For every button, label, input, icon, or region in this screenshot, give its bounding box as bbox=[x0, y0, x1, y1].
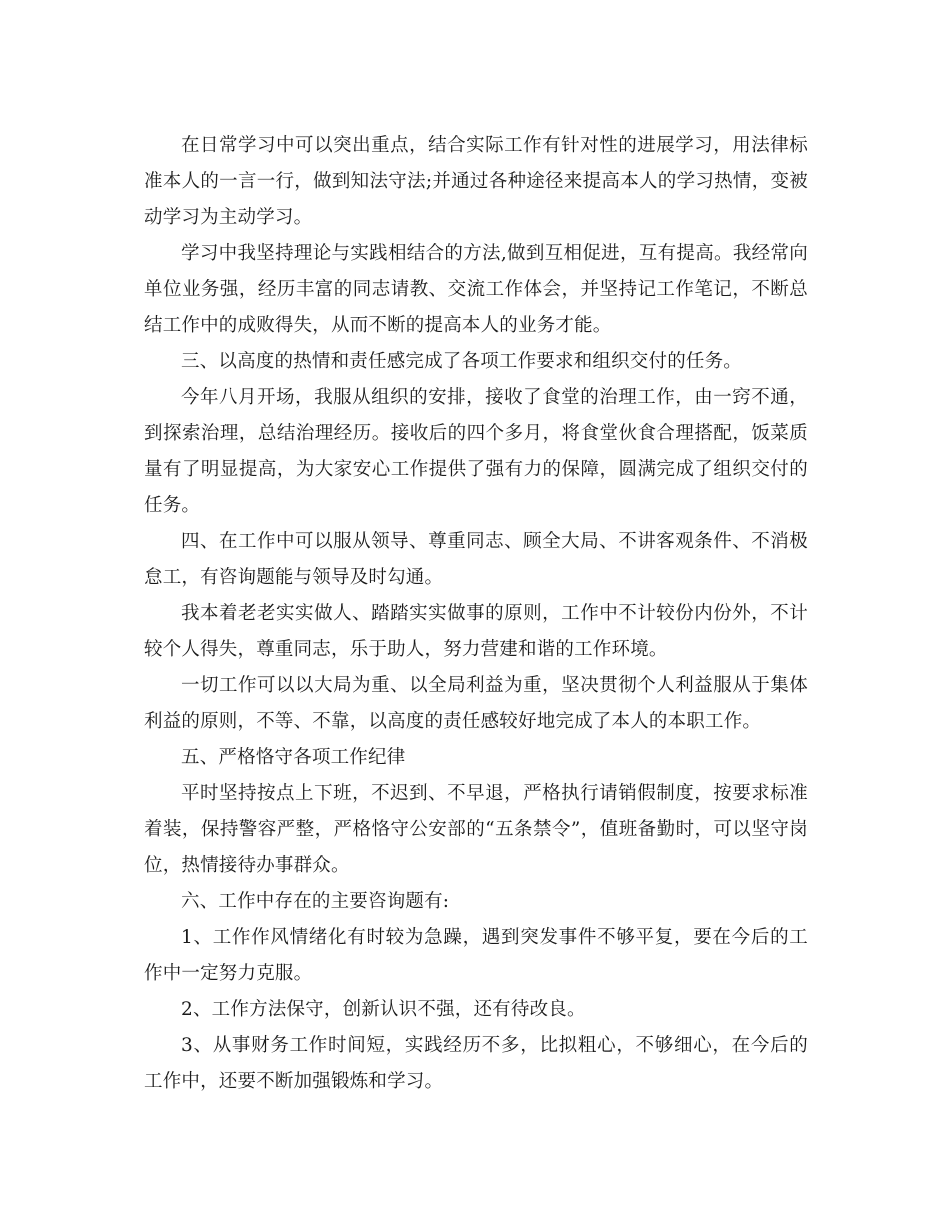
section-heading-four: 四、在工作中可以服从领导、尊重同志、顾全大局、不讲客观条件、不消极怠工，有咨询题能与领导及时勾通。 bbox=[144, 531, 808, 588]
section-heading-six: 六、工作中存在的主要咨询题有: bbox=[181, 891, 450, 912]
paragraph-canteen-management: 今年八月开场，我服从组织的安排，接收了食堂的治理工作，由一窍不通，到探索治理，总结治理经历。接收后的四个多月，将食堂伙食合理搭配，饭菜质量有了明显提高，为大家安心工作提供了强有力的保障，圆满完成了组织交付的任务。 bbox=[144, 387, 808, 516]
list-item-problem-2: 2、工作方法保守，创新认识不强，还有待改良。 bbox=[181, 999, 586, 1020]
document-body bbox=[144, 128, 808, 1100]
paragraph-work-principles: 我本着老老实实做人、踏踏实实做事的原则，工作中不计较份内份外，不计较个人得失，尊重同志，乐于助人，努力营建和谐的工作环境。 bbox=[144, 603, 808, 660]
section-heading-three: 三、以高度的热情和责任感完成了各项工作要求和组织交付的任务。 bbox=[181, 351, 743, 372]
list-item-problem-1: 1、工作作风情绪化有时较为急躁，遇到突发事件不够平复，要在今后的工作中一定努力克服。 bbox=[144, 927, 808, 984]
paragraph-overall-interest: 一切工作可以以大局为重、以全局利益为重，坚决贯彻个人利益服从于集体利益的原则，不等、不靠，以高度的责任感较好地完成了本人的本职工作。 bbox=[144, 675, 808, 732]
list-item-problem-3: 3、从事财务工作时间短，实践经历不多，比拟粗心，不够细心，在今后的工作中，还要不断加强锻炼和学习。 bbox=[144, 1035, 808, 1092]
paragraph-study-focus: 在日常学习中可以突出重点，结合实际工作有针对性的进展学习，用法律标准本人的一言一行，做到知法守法;并通过各种途径来提高本人的学习热情，变被动学习为主动学习。 bbox=[144, 135, 808, 228]
paragraph-discipline: 平时坚持按点上下班，不迟到、不早退，严格执行请销假制度，按要求标准着装，保持警容严整，严格恪守公安部的“五条禁令”，值班备勤时，可以坚守岗位，热情接待办事群众。 bbox=[144, 783, 808, 876]
paragraph-theory-practice: 学习中我坚持理论与实践相结合的方法,做到互相促进，互有提高。我经常向单位业务强，经历丰富的同志请教、交流工作体会，并坚持记工作笔记，不断总结工作中的成败得失，从而不断的提高本人的业务才能。 bbox=[144, 243, 808, 336]
section-heading-five: 五、严格恪守各项工作纪律 bbox=[181, 747, 406, 768]
